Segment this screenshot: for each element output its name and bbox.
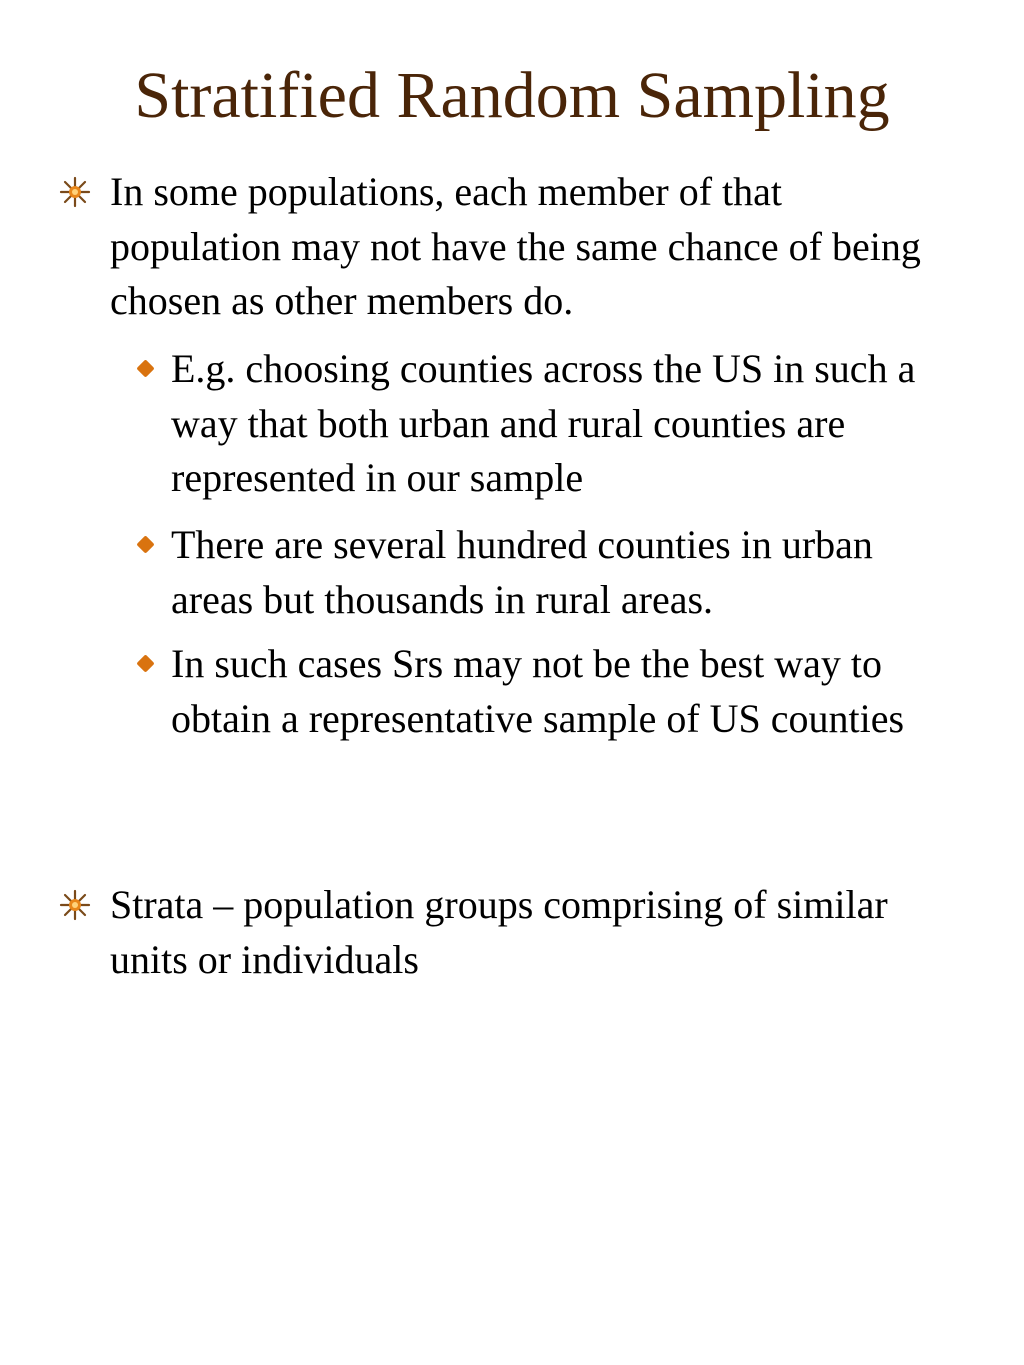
bullet-item bbox=[110, 878, 890, 987]
diamond-bullet-icon bbox=[136, 535, 154, 553]
sub-bullet-text: E.g. choosing counties across the US in such a way that both urban and rural counties are represented in our sample bbox=[171, 346, 916, 500]
sub-bullet-item bbox=[171, 637, 961, 746]
diamond-bullet-icon bbox=[136, 654, 154, 672]
sub-bullet-text: There are several hundred counties in urban areas but thousands in rural areas. bbox=[171, 522, 873, 622]
star-bullet-icon bbox=[58, 888, 92, 922]
sub-bullet-item bbox=[171, 342, 961, 506]
sub-bullet-text: In such cases Srs may not be the best way to obtain a representative sample of US counties bbox=[171, 641, 905, 741]
sub-bullet-item bbox=[171, 518, 961, 627]
diamond-bullet-icon bbox=[136, 359, 154, 377]
bullet-text: Strata – population groups comprising of similar units or individuals bbox=[110, 882, 888, 982]
slide-title: Stratified Random Sampling bbox=[134, 59, 890, 132]
bullet-text: In some populations, each member of that population may not have the same chance of being chosen as other members do. bbox=[110, 169, 921, 323]
star-bullet-icon bbox=[58, 175, 92, 209]
bullet-item bbox=[110, 165, 950, 329]
